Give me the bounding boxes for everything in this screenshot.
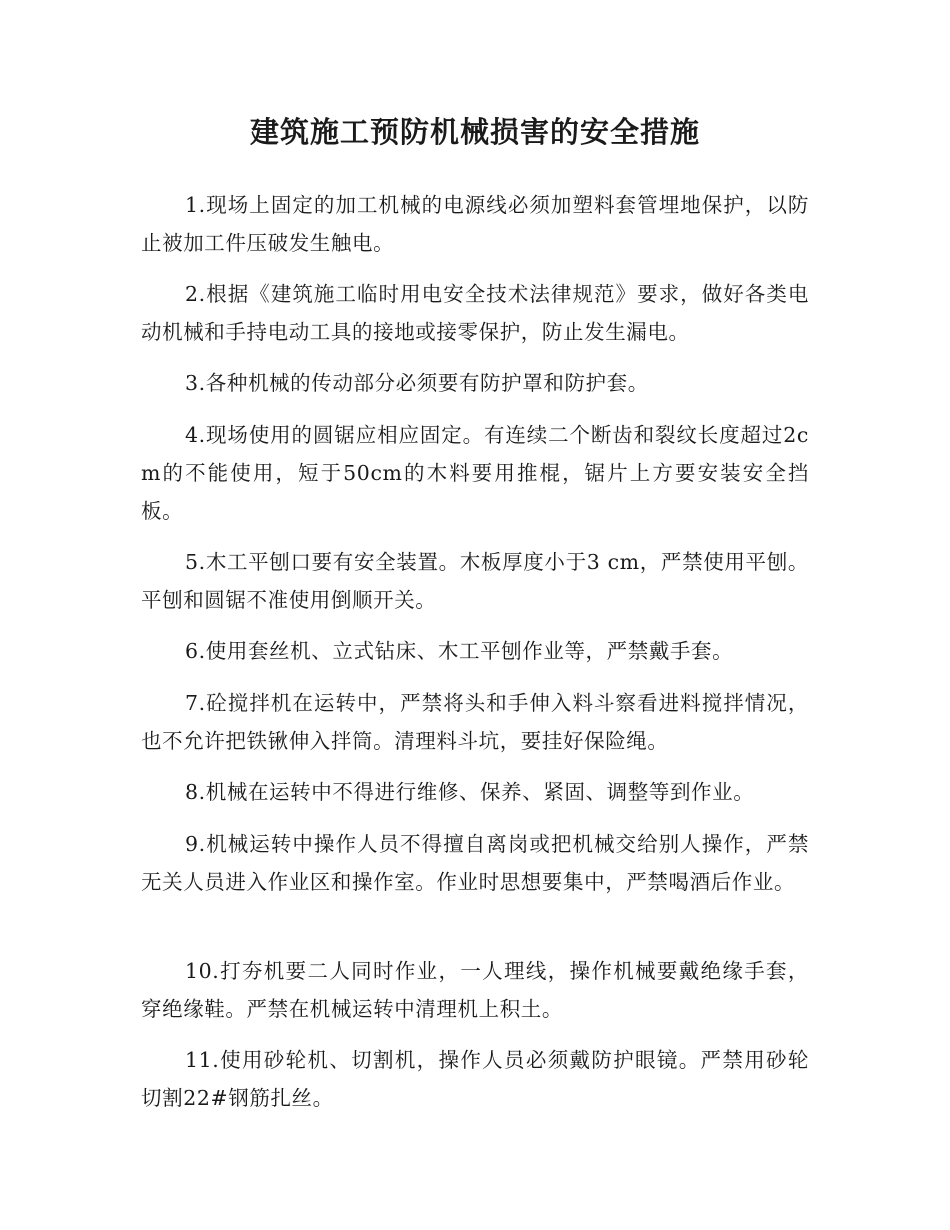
paragraph-2: 2.根据《建筑施工临时用电安全技术法律规范》要求，做好各类电动机械和手持电动工具的接地或接零保护，防止发生漏电。: [141, 281, 809, 344]
paragraph-10: 10.打夯机要二人同时作业，一人理线，操作机械要戴绝缘手套，穿绝缘鞋。严禁在机械运转中清理机上积土。: [141, 958, 809, 1021]
document-title: 建筑施工预防机械损害的安全措施: [249, 115, 700, 149]
paragraph-3: 3.各种机械的传动部分必须要有防护罩和防护套。: [185, 370, 649, 395]
paragraph-6: 6.使用套丝机、立式钻床、木工平刨作业等，严禁戴手套。: [185, 638, 734, 663]
paragraph-1: 1.现场上固定的加工机械的电源线必须加塑料套管埋地保护，以防止被加工件压破发生触电。: [141, 192, 809, 255]
paragraph-4: 4.现场使用的圆锯应相应固定。有连续二个断齿和裂纹长度超过2cm的不能使用，短于50cm的木料要用推棍，锯片上方要安装安全挡板。: [141, 422, 809, 523]
paragraph-9: 9.机械运转中操作人员不得擅自离岗或把机械交给别人操作，严禁无关人员进入作业区和操作室。作业时思想要集中，严禁喝酒后作业。: [141, 831, 809, 894]
paragraph-7: 7.砼搅拌机在运转中，严禁将头和手伸入料斗察看进料搅拌情况，也不允许把铁锹伸入拌筒。清理料斗坑，要挂好保险绳。: [141, 690, 809, 753]
paragraph-5: 5.木工平刨口要有安全装置。木板厚度小于3 cm，严禁使用平刨。平刨和圆锯不准使用倒顺开关。: [141, 549, 809, 612]
paragraph-11: 11.使用砂轮机、切割机，操作人员必须戴防护眼镜。严禁用砂轮切割22#钢筋扎丝。: [141, 1047, 809, 1110]
paragraph-8: 8.机械在运转中不得进行维修、保养、紧固、调整等到作业。: [185, 779, 755, 804]
